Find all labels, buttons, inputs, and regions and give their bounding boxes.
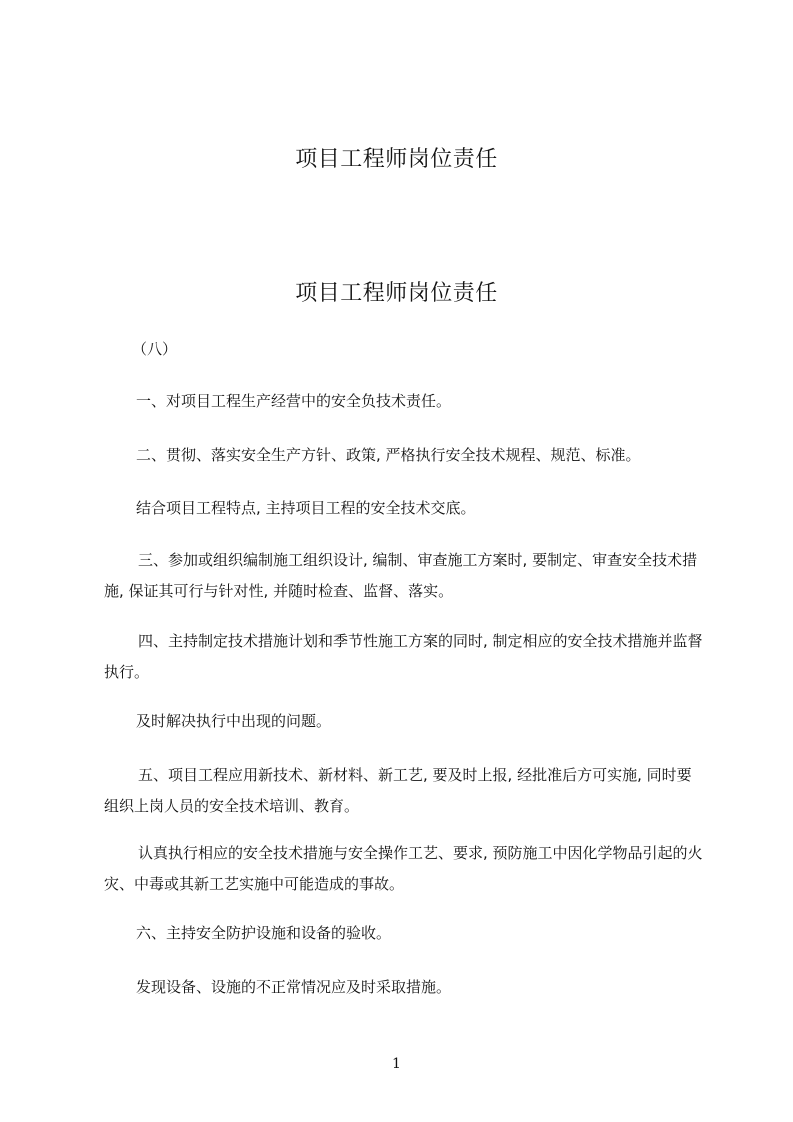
page-number: 1 — [392, 1056, 401, 1072]
paragraph-2: 二、贯彻、落实安全生产方针、政策, 严格执行安全技术规程、规范、标准。 — [136, 446, 641, 464]
paragraph-4: 三、参加或组织编制施工组织设计, 编制、审查施工方案时, 要制定、审查安全技术措施, 保证其可行与针对性, 并随时检查、监督、落实。 — [104, 551, 698, 600]
document-title-top: 项目工程师岗位责任 — [295, 147, 498, 172]
paragraph-3: 结合项目工程特点, 主持项目工程的安全技术交底。 — [136, 499, 476, 517]
paragraph-10: 发现设备、设施的不正常情况应及时采取措施。 — [136, 978, 452, 996]
paragraph-1: 一、对项目工程生产经营中的安全负技术责任。 — [136, 392, 452, 410]
section-number: （八） — [132, 340, 178, 358]
paragraph-7: 五、项目工程应用新技术、新材料、新工艺, 要及时上报, 经批准后方可实施, 同时要组织上岗人员的安全技术培训、教育。 — [104, 766, 692, 815]
paragraph-8: 认真执行相应的安全技术措施与安全操作工艺、要求, 预防施工中因化学物品引起的火灾、中毒或其新工艺实施中可能造成的事故。 — [104, 844, 703, 893]
paragraph-9: 六、主持安全防护设施和设备的验收。 — [136, 924, 392, 942]
paragraph-5: 四、主持制定技术措施计划和季节性施工方案的同时, 制定相应的安全技术措施并监督执行。 — [104, 632, 703, 681]
document-title-main: 项目工程师岗位责任 — [295, 281, 498, 306]
paragraph-6: 及时解决执行中出现的问题。 — [136, 712, 332, 730]
